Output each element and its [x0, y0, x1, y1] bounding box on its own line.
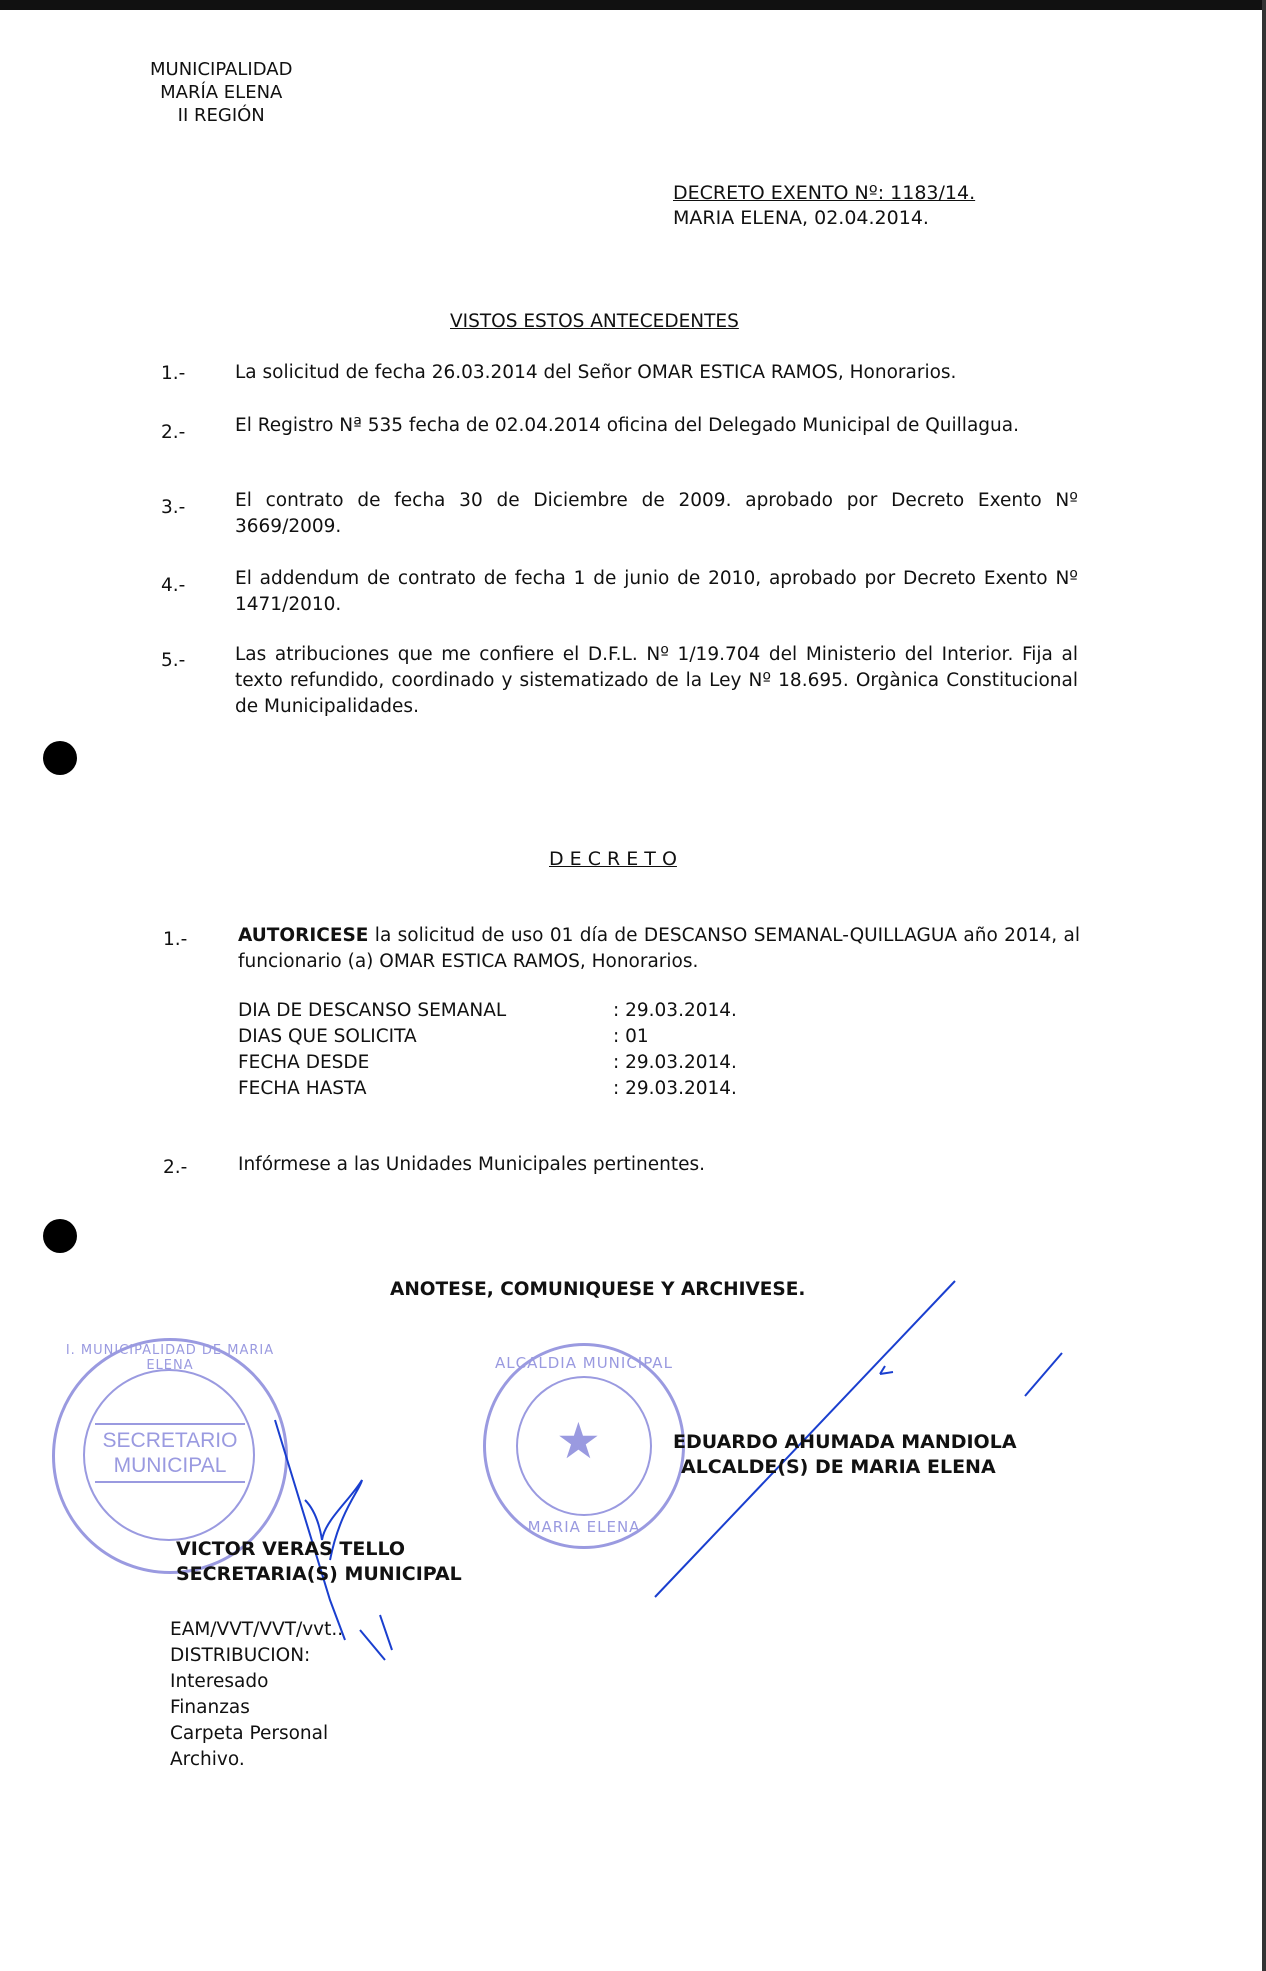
- vistos-num-5: 5.-: [161, 650, 186, 671]
- vistos-num-2: 2.-: [161, 422, 186, 443]
- authorize-keyword: AUTORICESE: [238, 925, 369, 946]
- coat-of-arms-icon: ★: [556, 1412, 601, 1470]
- header-line-3: II REGIÓN: [177, 105, 265, 126]
- detail-label: FECHA HASTA: [238, 1078, 367, 1099]
- mayor-title: ALCALDE(S) DE MARIA ELENA: [681, 1456, 996, 1478]
- vistos-num-4: 4.-: [161, 575, 186, 596]
- stamp-ring-top: ALCALDIA MUNICIPAL: [495, 1354, 673, 1372]
- distribution-item: Carpeta Personal: [170, 1723, 329, 1744]
- distribution-item: Archivo.: [170, 1749, 245, 1770]
- mayor-name: EDUARDO AHUMADA MANDIOLA: [673, 1431, 1017, 1453]
- distribution-item: Interesado: [170, 1671, 269, 1692]
- detail-label: DIA DE DESCANSO SEMANAL: [238, 1000, 507, 1021]
- vistos-num-3: 3.-: [161, 497, 186, 518]
- vistos-title: VISTOS ESTOS ANTECEDENTES: [450, 311, 739, 332]
- detail-label: FECHA DESDE: [238, 1052, 370, 1073]
- detail-value: : 29.03.2014.: [613, 1078, 737, 1099]
- vistos-item-1: La solicitud de fecha 26.03.2014 del Señor OMAR ESTICA RAMOS, Honorarios.: [235, 362, 957, 383]
- vistos-item-4: El addendum de contrato de fecha 1 de junio de 2010, aprobado por Decreto Exento Nº 1471/2010.: [235, 568, 1078, 615]
- decreto-item-1-text: la solicitud de uso 01 día de DESCANSO SEMANAL-QUILLAGUA año 2014, al funcionario (a) OMAR ESTICA RAMOS, Honorarios.: [238, 925, 1080, 972]
- secretary-name: VICTOR VERAS TELLO: [176, 1538, 406, 1560]
- closing-formula: ANOTESE, COMUNIQUESE Y ARCHIVESE.: [390, 1279, 806, 1300]
- initials: EAM/VVT/VVT/vvt..: [170, 1619, 344, 1640]
- distribution-block: [170, 1617, 343, 1773]
- stamp-secretario: SECRETARIO: [102, 1429, 238, 1452]
- decree-place-date: MARIA ELENA, 02.04.2014.: [673, 207, 929, 229]
- stamp-municipal: MUNICIPAL: [113, 1454, 227, 1477]
- secretary-signature-block: [176, 1537, 462, 1587]
- detail-value: : 01: [613, 1026, 649, 1047]
- detail-value: : 29.03.2014.: [613, 1052, 737, 1073]
- mayor-signature-block: [673, 1430, 1017, 1480]
- header-line-2: MARÍA ELENA: [160, 82, 283, 103]
- decreto-num-2: 2.-: [163, 1157, 188, 1178]
- vistos-num-1: 1.-: [161, 363, 186, 384]
- stamp-ring-text: I. MUNICIPALIDAD DE MARIA ELENA: [65, 1343, 275, 1373]
- header-line-1: MUNICIPALIDAD: [150, 59, 293, 80]
- secretary-title: SECRETARIA(S) MUNICIPAL: [176, 1563, 462, 1585]
- distribution-item: Finanzas: [170, 1697, 250, 1718]
- decree-number: DECRETO EXENTO Nº: 1183/14.: [673, 182, 976, 204]
- vistos-item-3: El contrato de fecha 30 de Diciembre de 2009. aprobado por Decreto Exento Nº 3669/2009.: [235, 490, 1078, 537]
- distribution-label: DISTRIBUCION:: [170, 1645, 311, 1666]
- stamp-ring-bottom: MARIA ELENA: [527, 1518, 641, 1536]
- detail-value: : 29.03.2014.: [613, 1000, 737, 1021]
- decreto-title: D E C R E T O: [549, 848, 677, 870]
- decreto-num-1: 1.-: [163, 929, 188, 950]
- decreto-item-2: Infórmese a las Unidades Municipales pertinentes.: [238, 1154, 706, 1175]
- vistos-item-2: El Registro Nª 535 fecha de 02.04.2014 oficina del Delegado Municipal de Quillagua.: [235, 415, 1019, 436]
- vistos-item-5: Las atribuciones que me confiere el D.F.L. Nº 1/19.704 del Ministerio del Interior. Fija al texto refundido, coordinado y sistematizado de la Ley Nº 18.695. Orgànica Constitucional de Municipalidades.: [235, 644, 1078, 717]
- detail-label: DIAS QUE SOLICITA: [238, 1026, 417, 1047]
